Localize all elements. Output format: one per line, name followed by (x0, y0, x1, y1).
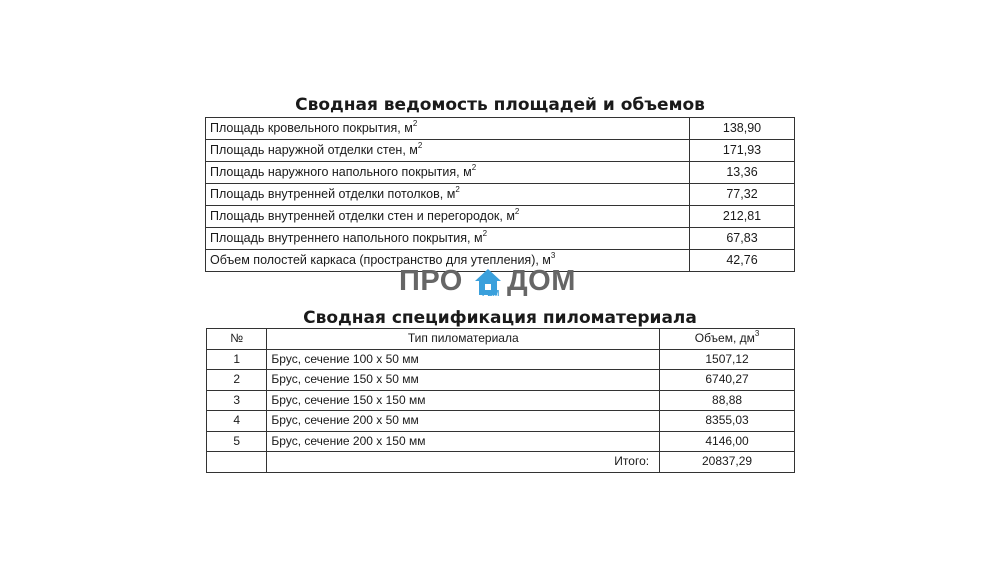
row-type: Брус, сечение 150 х 150 мм (267, 390, 660, 411)
table-row (206, 184, 795, 206)
table-row (207, 411, 795, 432)
header-volume: Объем, $дм^3$ (660, 329, 795, 350)
table-row (207, 370, 795, 391)
table-row (206, 228, 795, 250)
row-label: Площадь кровельного покрытия, $м^2$ (206, 118, 690, 140)
logo-word-dom: ДОМ (507, 265, 576, 297)
lumber-title: Сводная спецификация пиломатериала (303, 308, 697, 328)
row-type: Брус, сечение 200 х 50 мм (267, 411, 660, 432)
row-num: 3 (207, 390, 267, 411)
table-total-row (207, 452, 795, 473)
table-row (206, 162, 795, 184)
row-type: Брус, сечение 100 х 50 мм (267, 349, 660, 370)
row-type: Брус, сечение 150 х 50 мм (267, 370, 660, 391)
table-row (207, 349, 795, 370)
table-row (207, 390, 795, 411)
row-label: Площадь наружного напольного покрытия, $м^2$ (206, 162, 690, 184)
row-label: Площадь внутреннего напольного покрытия, $м^2$ (206, 228, 690, 250)
row-label: Площадь внутренней отделки стен и перегородок, $м^2$ (206, 206, 690, 228)
row-volume: 4146,00 (660, 431, 795, 452)
total-empty-cell (207, 452, 267, 473)
total-label: Итого: (267, 452, 660, 473)
row-num: 1 (207, 349, 267, 370)
row-value: 67,83 (690, 228, 795, 250)
row-label: Площадь наружной отделки стен, $м^2$ (206, 140, 690, 162)
row-label: Площадь внутренней отделки потолков, $м^2$ (206, 184, 690, 206)
row-type: Брус, сечение 200 х 150 мм (267, 431, 660, 452)
logo-word-pro: ПРО (399, 265, 463, 297)
table-row (206, 118, 795, 140)
row-value: 171,93 (690, 140, 795, 162)
pro-dom-logo (399, 264, 599, 300)
header-num: № (207, 329, 267, 350)
row-value: 42,76 (690, 250, 795, 272)
row-value: 212,81 (690, 206, 795, 228)
row-value: 138,90 (690, 118, 795, 140)
logo-sub: РЕМ (482, 289, 500, 298)
lumber-table (206, 328, 795, 473)
row-label: Объем полостей каркаса (пространство для утепления), $м^3$ (206, 250, 690, 272)
row-value: 13,36 (690, 162, 795, 184)
row-volume: 1507,12 (660, 349, 795, 370)
table-row (206, 140, 795, 162)
row-num: 5 (207, 431, 267, 452)
row-value: 77,32 (690, 184, 795, 206)
total-value: 20837,29 (660, 452, 795, 473)
header-type: Тип пиломатериала (267, 329, 660, 350)
row-num: 2 (207, 370, 267, 391)
row-num: 4 (207, 411, 267, 432)
row-volume: 88,88 (660, 390, 795, 411)
table-header-row (207, 329, 795, 350)
row-volume: 8355,03 (660, 411, 795, 432)
areas-title: Сводная ведомость площадей и объемов (295, 95, 705, 115)
areas-table (205, 117, 795, 272)
table-row (207, 431, 795, 452)
row-volume: 6740,27 (660, 370, 795, 391)
table-row (206, 206, 795, 228)
